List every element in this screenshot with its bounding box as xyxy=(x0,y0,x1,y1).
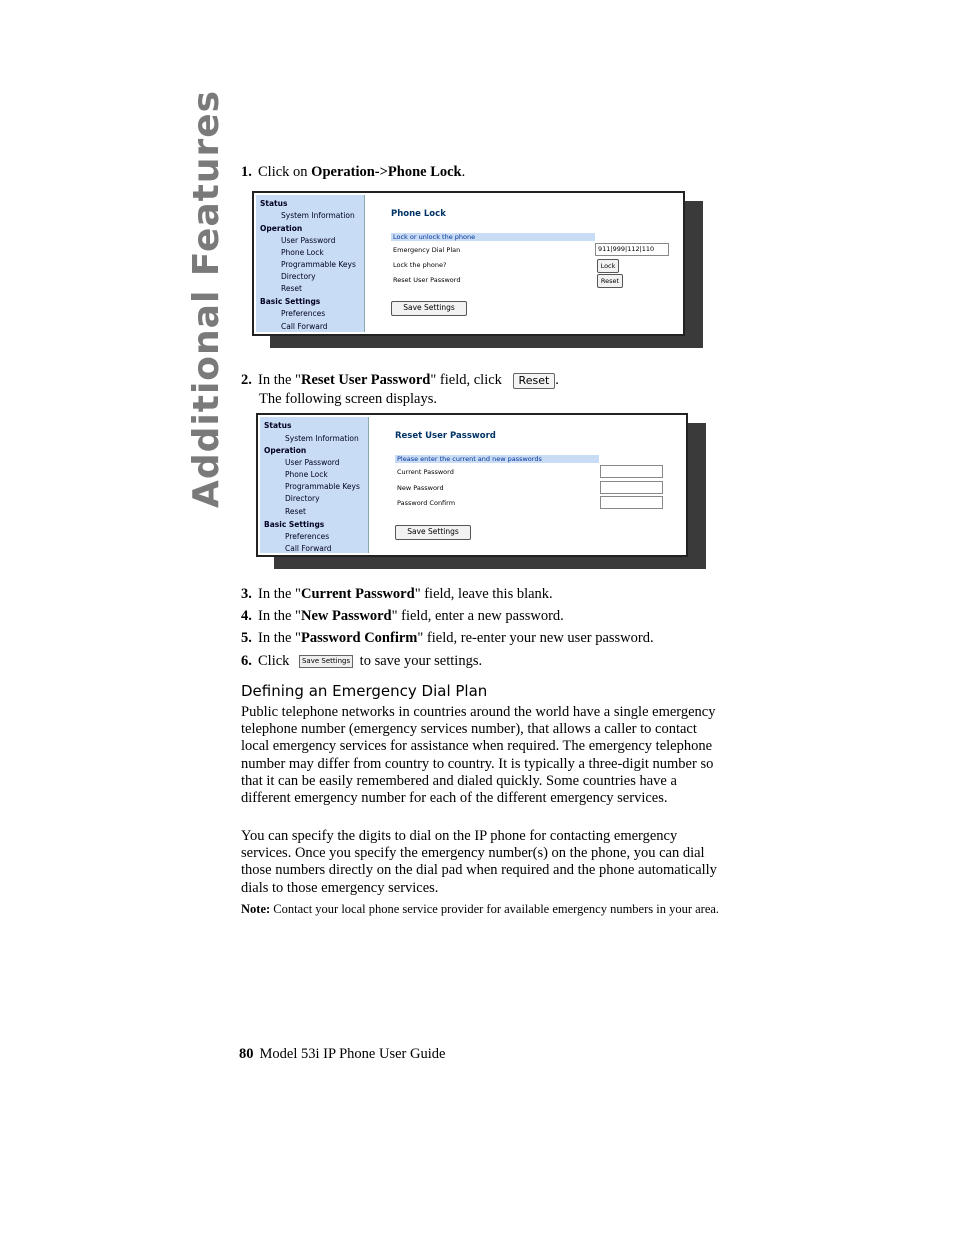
side-section-title: Additional Features xyxy=(186,89,227,508)
nav-directory[interactable]: Directory xyxy=(281,272,316,281)
step-text: Click xyxy=(258,653,290,669)
save-settings-button[interactable]: Save Settings xyxy=(391,301,467,316)
nav-system-information[interactable]: System Information xyxy=(285,434,359,443)
step-2-continuation: The following screen displays. xyxy=(259,391,437,407)
step-text-end: . xyxy=(461,164,466,180)
current-password-label: Current Password xyxy=(397,468,454,476)
reset-inline-button[interactable]: Reset xyxy=(513,373,556,389)
nav-call-forward[interactable]: Call Forward xyxy=(281,322,328,331)
nav-reset[interactable]: Reset xyxy=(281,284,302,293)
step-1 xyxy=(241,164,465,181)
nav-sidebar xyxy=(256,195,365,332)
screenshot-frame xyxy=(256,413,688,557)
nav-preferences[interactable]: Preferences xyxy=(281,309,326,318)
page-footer xyxy=(239,1046,445,1063)
step-3 xyxy=(241,586,553,603)
step-2 xyxy=(241,372,559,389)
step-number: 6. xyxy=(241,653,252,669)
step-number: 2. xyxy=(241,372,252,388)
password-confirm-label: Password Confirm xyxy=(397,499,456,507)
nav-basic-settings[interactable]: Basic Settings xyxy=(260,297,321,306)
step-number: 3. xyxy=(241,586,252,602)
current-password-input[interactable] xyxy=(600,465,663,478)
section-heading: Defining an Emergency Dial Plan xyxy=(241,682,488,700)
screenshot-frame xyxy=(252,191,685,336)
reset-user-password-label: Reset User Password xyxy=(393,276,461,284)
emergency-dial-plan-label: Emergency Dial Plan xyxy=(393,246,461,254)
step-text-end: . xyxy=(555,372,559,388)
paragraph-1: Public telephone networks in countries around the world have a single emergency telephone number (emergency services number), that allows a caller to contact local emergency services for assistance when required. The emergency telephone number may differ from country to country. It is typically a three-digit number so that it can be easily remembered and dialed quickly. Some countries have a different emergency number for each of the different emergency services. xyxy=(241,704,716,807)
nav-operation[interactable]: Operation xyxy=(264,446,307,455)
step-number: 4. xyxy=(241,608,252,624)
reset-button[interactable]: Reset xyxy=(597,274,623,288)
nav-operation[interactable]: Operation xyxy=(260,224,303,233)
step-bold: Reset User Password xyxy=(300,372,431,388)
step-bold: Operation->Phone Lock xyxy=(311,164,462,180)
nav-programmable-keys[interactable]: Programmable Keys xyxy=(285,482,360,491)
step-text: In the " xyxy=(258,608,301,624)
nav-phone-lock[interactable]: Phone Lock xyxy=(281,248,324,257)
step-bold: New Password xyxy=(300,608,392,624)
new-password-input[interactable] xyxy=(600,481,663,494)
nav-user-password[interactable]: User Password xyxy=(281,236,336,245)
step-number: 5. xyxy=(241,630,252,646)
guide-title: Model 53i IP Phone User Guide xyxy=(259,1046,446,1062)
pane-title: Reset User Password xyxy=(395,431,496,441)
step-bold: Password Confirm xyxy=(300,630,418,646)
step-bold: Current Password xyxy=(300,586,415,602)
nav-sidebar xyxy=(260,417,369,553)
nav-directory[interactable]: Directory xyxy=(285,494,320,503)
nav-status[interactable]: Status xyxy=(260,199,288,208)
note xyxy=(241,902,721,918)
note-text: Contact your local phone service provider for available emergency numbers in your area. xyxy=(273,902,720,916)
lock-button[interactable]: Lock xyxy=(597,259,619,273)
lock-phone-label: Lock the phone? xyxy=(393,261,447,269)
step-text-end: " field, leave this blank. xyxy=(414,586,553,602)
nav-basic-settings[interactable]: Basic Settings xyxy=(264,520,325,529)
nav-system-information[interactable]: System Information xyxy=(281,211,355,220)
step-text-mid: " field, click xyxy=(430,372,502,388)
step-text-end: " field, enter a new password. xyxy=(391,608,564,624)
save-settings-inline-button[interactable]: Save Settings xyxy=(299,655,353,668)
nav-call-forward[interactable]: Call Forward xyxy=(285,544,332,553)
reset-password-screenshot xyxy=(256,413,688,557)
nav-phone-lock[interactable]: Phone Lock xyxy=(285,470,328,479)
emergency-dial-plan-input[interactable]: 911|999|112|110 xyxy=(595,243,669,256)
step-text: In the " xyxy=(258,586,301,602)
step-6 xyxy=(241,653,482,670)
step-text-end: to save your settings. xyxy=(359,653,483,669)
paragraph-2: You can specify the digits to dial on the IP phone for contacting emergency services. Once you specify the emergency number(s) on the phone, you can dial those numbers directly on the dial pad when required and the phone automatically dials to those emergency services. xyxy=(241,828,717,896)
nav-programmable-keys[interactable]: Programmable Keys xyxy=(281,260,356,269)
step-text: In the " xyxy=(258,630,301,646)
step-4 xyxy=(241,608,564,625)
section-bar: Lock or unlock the phone xyxy=(391,233,595,241)
nav-reset[interactable]: Reset xyxy=(285,507,306,516)
password-confirm-input[interactable] xyxy=(600,496,663,509)
step-5 xyxy=(241,630,654,647)
nav-user-password[interactable]: User Password xyxy=(285,458,340,467)
page-number: 80 xyxy=(239,1046,254,1062)
step-number: 1. xyxy=(241,164,252,180)
section-bar: Please enter the current and new passwords xyxy=(395,455,599,463)
nav-preferences[interactable]: Preferences xyxy=(285,532,330,541)
step-text-end: " field, re-enter your new user password. xyxy=(417,630,654,646)
step-text: Click on xyxy=(258,164,312,180)
phone-lock-screenshot xyxy=(252,191,685,336)
step-text: In the " xyxy=(258,372,301,388)
nav-status[interactable]: Status xyxy=(264,421,292,430)
note-label: Note: xyxy=(241,902,271,916)
new-password-label: New Password xyxy=(397,484,444,492)
save-settings-button[interactable]: Save Settings xyxy=(395,525,471,540)
pane-title: Phone Lock xyxy=(391,209,446,219)
